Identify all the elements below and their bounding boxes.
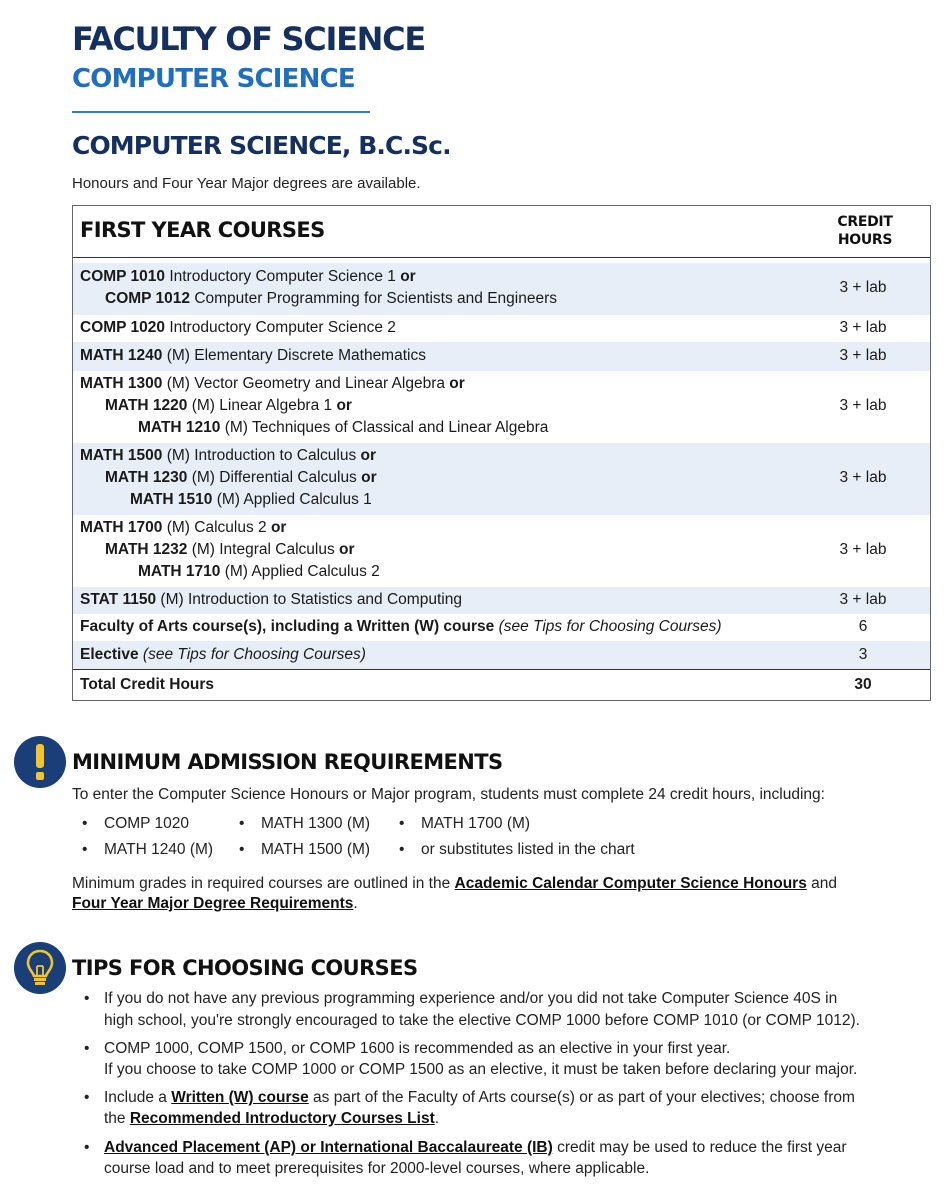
course-name: Introductory Computer Science 1	[165, 268, 401, 285]
tip-line	[104, 1110, 439, 1128]
admission-intro: To enter the Computer Science Honours or Major program, students must complete 24 credit hours, including:	[72, 786, 825, 803]
credit-hours-header	[825, 213, 905, 249]
admission-bullet: MATH 1240 (M)	[104, 841, 214, 858]
course-code: COMP 1010	[80, 268, 166, 285]
ap-ib-link[interactable]: Advanced Placement (AP) or International Baccalaureate (IB)	[104, 1139, 553, 1156]
tip-line: course load and to meet prerequisites for 2000-level courses, where applicable.	[104, 1160, 650, 1177]
total-row	[73, 669, 930, 701]
tip-line: COMP 1000, COMP 1500, or COMP 1600 is recommended as an elective in your first year.	[104, 1040, 731, 1057]
grades-text: Minimum grades in required courses are outlined in the	[72, 875, 455, 892]
grades-note	[72, 875, 837, 893]
bullet-dot: •	[82, 841, 88, 858]
bullet-dot: •	[399, 815, 405, 832]
course-code: MATH 1500	[80, 447, 163, 464]
course-name: (M) Introduction to Calculus	[162, 447, 361, 464]
admission-bullet: MATH 1500 (M)	[261, 841, 371, 858]
degree-note: Honours and Four Year Major degrees are available.	[72, 175, 421, 192]
course-name: Introductory Computer Science 2	[165, 319, 396, 336]
tip-text: the	[104, 1110, 130, 1127]
course-name: (M) Introduction to Statistics and Computing	[156, 591, 462, 608]
admission-bullet: MATH 1300 (M)	[261, 815, 371, 832]
course-code: MATH 1232	[105, 541, 188, 558]
elective-note: (see Tips for Choosing Courses)	[142, 646, 366, 663]
course-or: or	[336, 397, 352, 414]
credit-value: 3 + lab	[839, 279, 887, 296]
credit-value: 6	[858, 618, 868, 635]
table-row	[73, 587, 930, 614]
bullet-dot: •	[84, 1040, 90, 1057]
credit-value: 3 + lab	[839, 397, 887, 414]
bullet-dot: •	[84, 990, 90, 1007]
total-credit: 30	[854, 676, 872, 693]
credit-value: 3	[858, 646, 868, 663]
bullet-dot: •	[84, 1139, 90, 1156]
table-row	[73, 641, 930, 669]
bullet-dot: •	[239, 815, 245, 832]
course-name: (M) Techniques of Classical and Linear Algebra	[220, 419, 549, 436]
grades-note-line2	[72, 895, 358, 913]
bullet-dot: •	[84, 1089, 90, 1106]
tip-text: as part of the Faculty of Arts course(s) or as part of your electives; choose from	[308, 1089, 855, 1106]
tip-line: If you choose to take COMP 1000 or COMP 1500 as an elective, it must be taken before declaring your major.	[104, 1061, 858, 1078]
admission-bullet: or substitutes listed in the chart	[421, 841, 635, 858]
major-requirements-link[interactable]: Four Year Major Degree Requirements	[72, 895, 354, 912]
course-code: MATH 1230	[105, 469, 188, 486]
admission-bullet: COMP 1020	[104, 815, 190, 832]
faculty-title: FACULTY OF SCIENCE	[72, 20, 425, 58]
course-name: (M) Elementary Discrete Mathematics	[162, 347, 426, 364]
credit-header-line1: CREDIT	[837, 214, 893, 230]
table-row	[73, 614, 930, 641]
calendar-honours-link[interactable]: Academic Calendar Computer Science Honours	[454, 875, 807, 892]
department-title: COMPUTER SCIENCE	[72, 64, 355, 94]
course-name: (M) Applied Calculus 2	[220, 563, 380, 580]
course-code: MATH 1210	[138, 419, 221, 436]
course-name: (M) Calculus 2	[162, 519, 271, 536]
course-code: COMP 1020	[80, 319, 166, 336]
course-or: or	[400, 268, 416, 285]
table-title: FIRST YEAR COURSES	[80, 218, 325, 242]
first-year-courses-table	[72, 205, 931, 701]
table-row	[73, 263, 930, 315]
course-name: (M) Differential Calculus	[187, 469, 362, 486]
degree-title: COMPUTER SCIENCE, B.C.Sc.	[72, 131, 451, 160]
course-code: MATH 1240	[80, 347, 163, 364]
course-or: or	[449, 375, 465, 392]
tip-line: high school, you're strongly encouraged to take the elective COMP 1000 before COMP 1010 (or COMP 1012).	[104, 1012, 860, 1029]
credit-value: 3 + lab	[839, 541, 887, 558]
course-or: or	[361, 469, 377, 486]
table-row	[73, 515, 930, 587]
tip-text: Include a	[104, 1089, 172, 1106]
table-header	[73, 206, 930, 258]
course-code: MATH 1710	[138, 563, 221, 580]
credit-value: 3 + lab	[839, 469, 887, 486]
credit-value: 3 + lab	[839, 319, 887, 336]
course-code: STAT 1150	[80, 591, 157, 608]
tip-text: credit may be used to reduce the first year	[552, 1139, 847, 1156]
recommended-courses-link[interactable]: Recommended Introductory Courses List	[129, 1110, 435, 1127]
course-name: (M) Linear Algebra 1	[187, 397, 337, 414]
tip-line	[104, 1089, 855, 1107]
course-code: MATH 1700	[80, 519, 163, 536]
course-or: or	[360, 447, 377, 464]
tips-title: TIPS FOR CHOOSING COURSES	[72, 956, 418, 980]
course-or: or	[270, 519, 287, 536]
bullet-dot: •	[399, 841, 405, 858]
tip-line: If you do not have any previous programming experience and/or you did not take Computer Science 40S in	[104, 990, 838, 1007]
credit-value: 3 + lab	[839, 347, 887, 364]
course-code: MATH 1300	[80, 375, 163, 392]
bullet-dot: •	[82, 815, 88, 832]
arts-label: Faculty of Arts course(s), including a Written (W) course	[80, 618, 495, 635]
admission-bullet: MATH 1700 (M)	[421, 815, 531, 832]
title-rule	[72, 111, 370, 113]
credit-value: 3 + lab	[839, 591, 887, 608]
tip-text: .	[434, 1110, 440, 1127]
tip-line	[104, 1139, 847, 1157]
table-row	[73, 371, 930, 443]
total-label: Total Credit Hours	[80, 676, 215, 693]
written-course-link[interactable]: Written (W) course	[171, 1089, 309, 1106]
admission-title: MINIMUM ADMISSION REQUIREMENTS	[72, 750, 503, 774]
credit-header-line2: HOURS	[837, 232, 893, 248]
elective-label: Elective	[80, 646, 139, 663]
table-row	[73, 315, 930, 342]
course-name: (M) Applied Calculus 1	[212, 491, 372, 508]
course-name: Computer Programming for Scientists and Engineers	[190, 290, 558, 307]
arts-note: (see Tips for Choosing Courses)	[498, 618, 722, 635]
course-or: or	[339, 541, 355, 558]
lightbulb-icon	[14, 942, 66, 994]
course-code: MATH 1220	[105, 397, 188, 414]
course-code: MATH 1510	[130, 491, 213, 508]
exclamation-icon	[14, 736, 66, 788]
table-row	[73, 443, 930, 515]
grades-text: .	[353, 895, 358, 912]
course-name: (M) Integral Calculus	[187, 541, 340, 558]
table-row	[73, 342, 930, 371]
course-name: (M) Vector Geometry and Linear Algebra	[162, 375, 450, 392]
course-code: COMP 1012	[105, 290, 191, 307]
bullet-dot: •	[239, 841, 245, 858]
grades-text: and	[806, 875, 837, 892]
